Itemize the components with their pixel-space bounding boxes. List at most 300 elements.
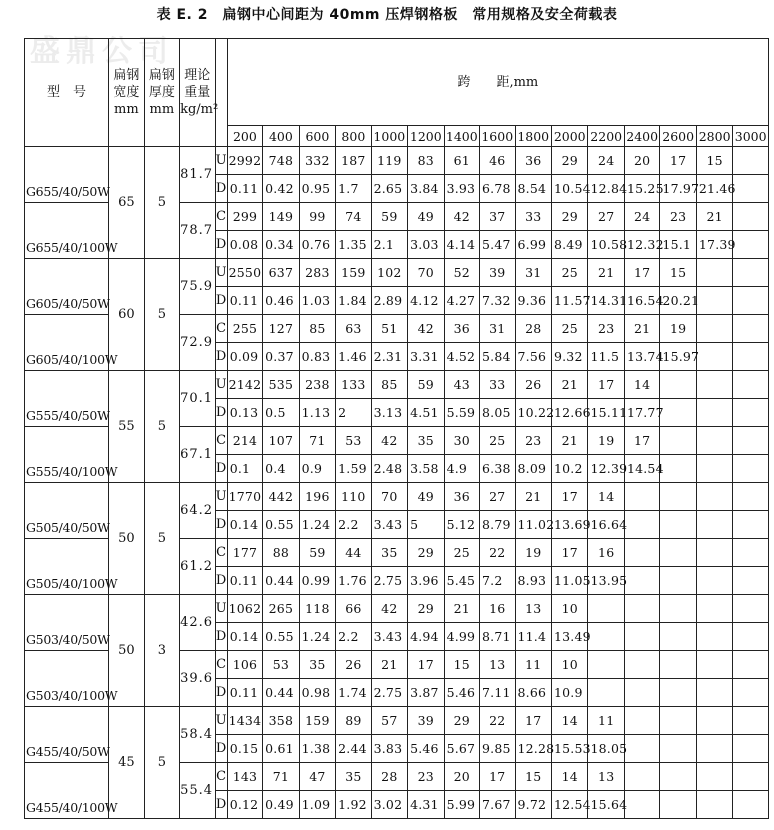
value-cell: 28 <box>515 315 551 343</box>
value-cell <box>696 287 732 315</box>
value-cell: 11.57 <box>551 287 587 315</box>
table-row <box>25 371 769 399</box>
value-cell <box>660 567 696 595</box>
value-cell: 2.89 <box>371 287 407 315</box>
value-cell: 12.32 <box>624 231 659 259</box>
value-cell: 14.31 <box>588 287 624 315</box>
value-cell: 25 <box>444 539 479 567</box>
value-cell: 107 <box>263 427 299 455</box>
value-cell: 26 <box>336 651 371 679</box>
value-cell: 0.55 <box>263 511 299 539</box>
value-cell: 35 <box>371 539 407 567</box>
value-cell <box>660 511 696 539</box>
value-cell <box>696 567 732 595</box>
span-header: 1600 <box>480 126 515 147</box>
header-thickness: 扁钢厚度mm <box>144 39 179 147</box>
value-cell: 13 <box>480 651 515 679</box>
value-cell: 29 <box>444 707 479 735</box>
value-cell: 15.53 <box>551 735 587 763</box>
model-cell: G605/40/100W <box>25 315 109 371</box>
value-cell <box>660 679 696 707</box>
weight-cell: 72.9 <box>180 315 215 371</box>
value-cell <box>733 343 769 371</box>
value-cell: 17 <box>660 147 696 175</box>
value-cell: 5.46 <box>408 735 444 763</box>
value-cell: 4.94 <box>408 623 444 651</box>
value-cell: 5.12 <box>444 511 479 539</box>
value-cell: 12.84 <box>588 175 624 203</box>
value-cell: 10.58 <box>588 231 624 259</box>
load-type-cell: D <box>215 511 227 539</box>
value-cell: 25 <box>480 427 515 455</box>
value-cell: 110 <box>336 483 371 511</box>
value-cell <box>588 595 624 623</box>
value-cell: 14 <box>551 763 587 791</box>
value-cell: 12.54 <box>551 791 587 819</box>
value-cell: 71 <box>263 763 299 791</box>
value-cell: 21 <box>624 315 659 343</box>
value-cell: 2.2 <box>336 623 371 651</box>
value-cell: 238 <box>299 371 335 399</box>
value-cell: 8.93 <box>515 567 551 595</box>
load-type-cell: C <box>215 763 227 791</box>
value-cell: 3.87 <box>408 679 444 707</box>
value-cell: 21 <box>551 427 587 455</box>
value-cell: 255 <box>227 315 262 343</box>
value-cell <box>660 651 696 679</box>
value-cell: 4.52 <box>444 343 479 371</box>
value-cell: 8.49 <box>551 231 587 259</box>
value-cell: 19 <box>660 315 696 343</box>
value-cell <box>733 399 769 427</box>
value-cell: 12.28 <box>515 735 551 763</box>
value-cell: 19 <box>515 539 551 567</box>
value-cell: 16 <box>480 595 515 623</box>
table-row <box>25 595 769 623</box>
value-cell <box>696 259 732 287</box>
load-type-cell: U <box>215 595 227 623</box>
value-cell: 1.76 <box>336 567 371 595</box>
value-cell: 15 <box>444 651 479 679</box>
value-cell: 20 <box>444 763 479 791</box>
value-cell <box>733 427 769 455</box>
value-cell: 24 <box>624 203 659 231</box>
value-cell <box>733 203 769 231</box>
value-cell <box>696 651 732 679</box>
load-type-cell: C <box>215 651 227 679</box>
value-cell <box>696 371 732 399</box>
value-cell: 15.11 <box>588 399 624 427</box>
value-cell: 5.99 <box>444 791 479 819</box>
value-cell: 159 <box>299 707 335 735</box>
value-cell: 2.75 <box>371 567 407 595</box>
value-cell: 12.66 <box>551 399 587 427</box>
weight-cell: 70.1 <box>180 371 215 427</box>
value-cell: 3.03 <box>408 231 444 259</box>
value-cell: 332 <box>299 147 335 175</box>
value-cell <box>588 651 624 679</box>
value-cell: 3.13 <box>371 399 407 427</box>
value-cell: 3.84 <box>408 175 444 203</box>
value-cell: 70 <box>371 483 407 511</box>
value-cell: 2992 <box>227 147 262 175</box>
value-cell <box>733 763 769 791</box>
value-cell: 11 <box>588 707 624 735</box>
load-type-cell: D <box>215 735 227 763</box>
value-cell: 15.64 <box>588 791 624 819</box>
span-header: 2600 <box>660 126 696 147</box>
value-cell <box>660 455 696 483</box>
value-cell: 17 <box>480 763 515 791</box>
value-cell: 21 <box>588 259 624 287</box>
value-cell: 0.14 <box>227 623 262 651</box>
value-cell: 36 <box>444 483 479 511</box>
value-cell <box>733 651 769 679</box>
weight-cell: 58.4 <box>180 707 215 763</box>
value-cell: 21 <box>696 203 732 231</box>
value-cell: 1.24 <box>299 623 335 651</box>
model-cell: G655/40/100W <box>25 203 109 259</box>
value-cell: 187 <box>336 147 371 175</box>
value-cell: 0.12 <box>227 791 262 819</box>
value-cell <box>733 483 769 511</box>
value-cell <box>660 707 696 735</box>
value-cell: 13.49 <box>551 623 587 651</box>
value-cell: 17 <box>551 539 587 567</box>
value-cell: 133 <box>336 371 371 399</box>
value-cell <box>733 287 769 315</box>
value-cell <box>733 567 769 595</box>
width-cell: 50 <box>109 483 144 595</box>
value-cell: 3.31 <box>408 343 444 371</box>
value-cell <box>660 735 696 763</box>
watermark: 盛鼎公司 <box>30 34 174 69</box>
value-cell <box>624 791 659 819</box>
load-type-cell: D <box>215 287 227 315</box>
value-cell <box>660 595 696 623</box>
width-cell: 45 <box>109 707 144 819</box>
value-cell: 0.5 <box>263 399 299 427</box>
value-cell: 8.71 <box>480 623 515 651</box>
value-cell: 42 <box>408 315 444 343</box>
value-cell: 0.37 <box>263 343 299 371</box>
value-cell: 13.74 <box>624 343 659 371</box>
value-cell: 4.31 <box>408 791 444 819</box>
value-cell: 24 <box>588 147 624 175</box>
value-cell <box>624 567 659 595</box>
value-cell: 0.11 <box>227 175 262 203</box>
value-cell: 51 <box>371 315 407 343</box>
value-cell: 6.78 <box>480 175 515 203</box>
value-cell: 0.34 <box>263 231 299 259</box>
weight-cell: 55.4 <box>180 763 215 819</box>
value-cell: 21 <box>444 595 479 623</box>
value-cell <box>624 707 659 735</box>
value-cell: 36 <box>515 147 551 175</box>
model-cell: G505/40/50W <box>25 483 109 539</box>
value-cell: 49 <box>408 203 444 231</box>
value-cell <box>624 735 659 763</box>
value-cell <box>696 427 732 455</box>
value-cell: 28 <box>371 763 407 791</box>
span-header: 600 <box>299 126 335 147</box>
value-cell: 35 <box>408 427 444 455</box>
value-cell: 1.7 <box>336 175 371 203</box>
model-cell: G555/40/50W <box>25 371 109 427</box>
value-cell: 0.44 <box>263 679 299 707</box>
value-cell <box>733 623 769 651</box>
value-cell: 9.85 <box>480 735 515 763</box>
model-cell: G503/40/50W <box>25 595 109 651</box>
thickness-cell: 5 <box>144 259 179 371</box>
value-cell: 7.67 <box>480 791 515 819</box>
span-header: 1200 <box>408 126 444 147</box>
value-cell: 0.11 <box>227 567 262 595</box>
value-cell: 15.97 <box>660 343 696 371</box>
value-cell: 63 <box>336 315 371 343</box>
value-cell: 13 <box>588 763 624 791</box>
value-cell <box>696 595 732 623</box>
value-cell: 265 <box>263 595 299 623</box>
value-cell: 35 <box>299 651 335 679</box>
value-cell: 0.11 <box>227 287 262 315</box>
value-cell: 2550 <box>227 259 262 287</box>
value-cell: 4.27 <box>444 287 479 315</box>
load-type-cell: U <box>215 147 227 175</box>
model-cell: G455/40/50W <box>25 707 109 763</box>
value-cell: 106 <box>227 651 262 679</box>
value-cell: 4.12 <box>408 287 444 315</box>
value-cell <box>696 455 732 483</box>
value-cell <box>696 399 732 427</box>
value-cell <box>624 539 659 567</box>
value-cell <box>733 175 769 203</box>
model-cell: G655/40/50W <box>25 147 109 203</box>
load-type-cell: D <box>215 231 227 259</box>
value-cell: 10 <box>551 651 587 679</box>
table-title: 表 E. 2 扁钢中心间距为 40mm 压焊钢格板 常用规格及安全荷载表 <box>156 7 618 23</box>
value-cell <box>733 315 769 343</box>
value-cell <box>733 147 769 175</box>
value-cell <box>696 511 732 539</box>
value-cell: 2.2 <box>336 511 371 539</box>
weight-cell: 39.6 <box>180 651 215 707</box>
value-cell: 1.38 <box>299 735 335 763</box>
value-cell <box>696 707 732 735</box>
value-cell: 748 <box>263 147 299 175</box>
value-cell: 3.43 <box>371 511 407 539</box>
value-cell: 0.61 <box>263 735 299 763</box>
value-cell <box>733 455 769 483</box>
value-cell: 17 <box>624 427 659 455</box>
value-cell: 31 <box>480 315 515 343</box>
load-type-cell: D <box>215 679 227 707</box>
value-cell <box>696 539 732 567</box>
value-cell: 1770 <box>227 483 262 511</box>
value-cell: 15 <box>696 147 732 175</box>
value-cell: 196 <box>299 483 335 511</box>
value-cell: 66 <box>336 595 371 623</box>
value-cell: 5.46 <box>444 679 479 707</box>
value-cell: 14.54 <box>624 455 659 483</box>
value-cell: 8.79 <box>480 511 515 539</box>
value-cell: 0.14 <box>227 511 262 539</box>
value-cell: 0.13 <box>227 399 262 427</box>
value-cell: 127 <box>263 315 299 343</box>
value-cell <box>588 679 624 707</box>
model-cell: G505/40/100W <box>25 539 109 595</box>
value-cell: 4.14 <box>444 231 479 259</box>
value-cell: 2142 <box>227 371 262 399</box>
load-type-cell: U <box>215 371 227 399</box>
value-cell: 4.51 <box>408 399 444 427</box>
value-cell: 36 <box>444 315 479 343</box>
value-cell: 23 <box>660 203 696 231</box>
value-cell: 21 <box>371 651 407 679</box>
span-header: 1800 <box>515 126 551 147</box>
value-cell: 5.67 <box>444 735 479 763</box>
value-cell: 53 <box>336 427 371 455</box>
weight-cell: 81.7 <box>180 147 215 203</box>
value-cell <box>733 231 769 259</box>
width-cell: 50 <box>109 595 144 707</box>
span-header: 1000 <box>371 126 407 147</box>
value-cell <box>696 735 732 763</box>
value-cell: 8.66 <box>515 679 551 707</box>
value-cell: 5.59 <box>444 399 479 427</box>
table-row <box>25 483 769 511</box>
value-cell: 39 <box>408 707 444 735</box>
value-cell: 149 <box>263 203 299 231</box>
value-cell: 11.5 <box>588 343 624 371</box>
value-cell: 13 <box>515 595 551 623</box>
model-cell: G605/40/50W <box>25 259 109 315</box>
value-cell: 2.31 <box>371 343 407 371</box>
value-cell: 3.02 <box>371 791 407 819</box>
load-type-cell: C <box>215 427 227 455</box>
value-cell: 20 <box>624 147 659 175</box>
value-cell: 17 <box>551 483 587 511</box>
value-cell: 5.47 <box>480 231 515 259</box>
value-cell: 0.4 <box>263 455 299 483</box>
thickness-cell: 5 <box>144 483 179 595</box>
header-span: 跨 距,mm <box>227 39 768 126</box>
value-cell: 0.99 <box>299 567 335 595</box>
value-cell <box>733 679 769 707</box>
value-cell: 4.99 <box>444 623 479 651</box>
value-cell: 13.69 <box>551 511 587 539</box>
value-cell: 16.64 <box>588 511 624 539</box>
value-cell: 637 <box>263 259 299 287</box>
value-cell: 3.96 <box>408 567 444 595</box>
value-cell: 27 <box>588 203 624 231</box>
value-cell: 119 <box>371 147 407 175</box>
value-cell: 2.44 <box>336 735 371 763</box>
value-cell: 37 <box>480 203 515 231</box>
value-cell: 535 <box>263 371 299 399</box>
load-type-cell: U <box>215 707 227 735</box>
value-cell: 17.97 <box>660 175 696 203</box>
value-cell: 33 <box>515 203 551 231</box>
value-cell: 2.1 <box>371 231 407 259</box>
value-cell: 0.46 <box>263 287 299 315</box>
value-cell <box>660 791 696 819</box>
value-cell: 17 <box>588 371 624 399</box>
value-cell <box>660 763 696 791</box>
value-cell: 43 <box>444 371 479 399</box>
header-model: 型 号 <box>25 39 109 147</box>
value-cell: 159 <box>336 259 371 287</box>
value-cell: 59 <box>408 371 444 399</box>
value-cell: 14 <box>588 483 624 511</box>
value-cell: 10.22 <box>515 399 551 427</box>
value-cell: 2.48 <box>371 455 407 483</box>
value-cell: 14 <box>551 707 587 735</box>
value-cell: 5 <box>408 511 444 539</box>
value-cell <box>696 623 732 651</box>
value-cell: 1.35 <box>336 231 371 259</box>
value-cell: 27 <box>480 483 515 511</box>
value-cell <box>624 483 659 511</box>
thickness-cell: 5 <box>144 371 179 483</box>
value-cell: 22 <box>480 539 515 567</box>
value-cell <box>733 259 769 287</box>
value-cell: 17 <box>624 259 659 287</box>
value-cell: 2 <box>336 399 371 427</box>
load-type-cell: D <box>215 567 227 595</box>
value-cell: 19 <box>588 427 624 455</box>
value-cell: 17 <box>408 651 444 679</box>
value-cell: 85 <box>371 371 407 399</box>
value-cell: 59 <box>371 203 407 231</box>
value-cell: 442 <box>263 483 299 511</box>
weight-cell: 75.9 <box>180 259 215 315</box>
value-cell: 0.42 <box>263 175 299 203</box>
value-cell: 11.05 <box>551 567 587 595</box>
model-cell: G503/40/100W <box>25 651 109 707</box>
value-cell: 102 <box>371 259 407 287</box>
value-cell: 1.84 <box>336 287 371 315</box>
value-cell: 0.49 <box>263 791 299 819</box>
value-cell: 1.46 <box>336 343 371 371</box>
value-cell: 42 <box>444 203 479 231</box>
table-row <box>25 259 769 287</box>
value-cell: 33 <box>480 371 515 399</box>
model-cell: G455/40/100W <box>25 763 109 819</box>
width-cell: 65 <box>109 147 144 259</box>
value-cell: 14 <box>624 371 659 399</box>
load-type-cell: C <box>215 203 227 231</box>
value-cell: 358 <box>263 707 299 735</box>
value-cell <box>696 679 732 707</box>
value-cell: 17.39 <box>696 231 732 259</box>
value-cell: 59 <box>299 539 335 567</box>
value-cell: 52 <box>444 259 479 287</box>
value-cell: 1.74 <box>336 679 371 707</box>
value-cell: 6.99 <box>515 231 551 259</box>
weight-cell: 64.2 <box>180 483 215 539</box>
value-cell: 2.75 <box>371 679 407 707</box>
value-cell: 9.72 <box>515 791 551 819</box>
value-cell <box>624 679 659 707</box>
value-cell: 1.13 <box>299 399 335 427</box>
value-cell: 18.05 <box>588 735 624 763</box>
width-cell: 55 <box>109 371 144 483</box>
load-type-cell: D <box>215 343 227 371</box>
value-cell: 23 <box>515 427 551 455</box>
value-cell: 4.9 <box>444 455 479 483</box>
value-cell: 0.83 <box>299 343 335 371</box>
